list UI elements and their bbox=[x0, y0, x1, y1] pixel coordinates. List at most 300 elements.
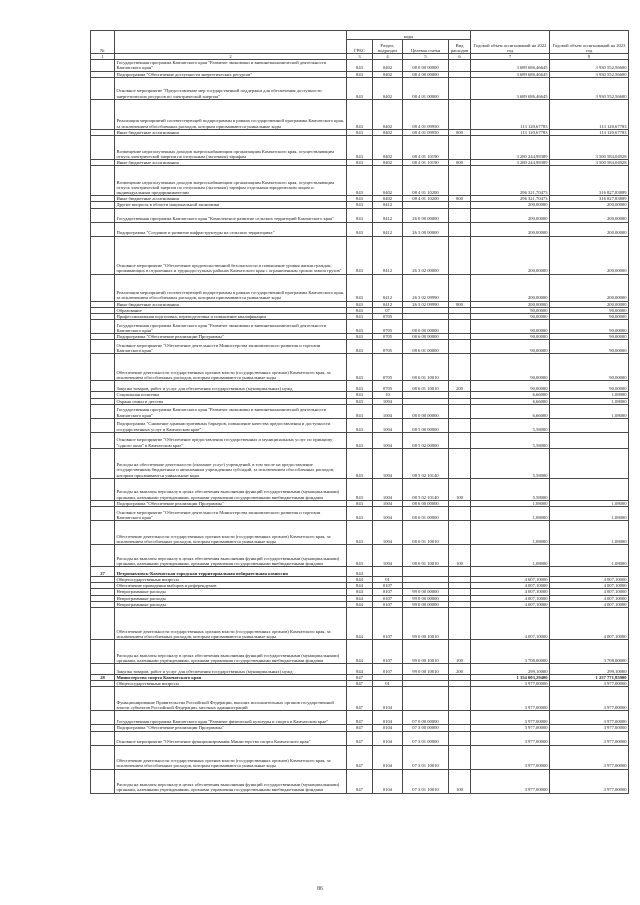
row-amount-2023: 200,00000 bbox=[550, 222, 629, 236]
table-row bbox=[91, 448, 629, 478]
row-expense-kind bbox=[449, 521, 471, 545]
row-section: 0402 bbox=[373, 129, 403, 135]
row-number bbox=[91, 354, 115, 381]
row-grbs: 843 bbox=[347, 320, 373, 334]
row-amount-2022: 296 321,70473 bbox=[471, 196, 550, 202]
row-name: Иные бюджетные ассигнования bbox=[115, 301, 347, 307]
row-target-article: 99 0 00 00000 bbox=[403, 601, 449, 607]
row-grbs: 847 bbox=[347, 681, 373, 687]
row-amount-2022: 6,66000 bbox=[471, 392, 550, 398]
row-amount-2023: 3 977,00000 bbox=[550, 769, 629, 793]
row-target-article: 08 0 00 00000 bbox=[403, 60, 449, 71]
row-section: 0402 bbox=[373, 196, 403, 202]
row-number bbox=[91, 507, 115, 521]
row-amount-2023: 1,08000 bbox=[550, 521, 629, 545]
row-amount-2022: 4 007,10000 bbox=[471, 601, 550, 607]
row-amount-2023: 200,00000 bbox=[550, 202, 629, 208]
table-row bbox=[91, 687, 629, 711]
row-section: 0412 bbox=[373, 274, 403, 301]
row-target-article: 08 4 00 00000 bbox=[403, 71, 449, 77]
row-grbs: 844 bbox=[347, 589, 373, 595]
row-amount-2022: 90,00000 bbox=[471, 381, 550, 392]
row-amount-2023: 3 930 552,56600 bbox=[550, 60, 629, 71]
row-name: Государственная программа Камчатского края "Комплексное развитие сельских территорий Камчатского края" bbox=[115, 208, 347, 222]
row-number bbox=[91, 99, 115, 129]
row-section: 0412 bbox=[373, 301, 403, 307]
row-section: 0402 bbox=[373, 71, 403, 77]
row-amount-2023: 200,00000 bbox=[550, 274, 629, 301]
row-name: Социальная политика bbox=[115, 392, 347, 398]
table-row bbox=[91, 731, 629, 745]
col-index: 5 bbox=[403, 54, 449, 60]
table-row bbox=[91, 136, 629, 160]
row-section: 01 bbox=[373, 681, 403, 687]
row-name: Расходы на выплаты персоналу в целях обеспечения выполнения функций государственными (муниципальными) органами, казенными учреждениями, органами управления государственными внебюджетными фондами bbox=[115, 478, 347, 500]
row-target-article: 08 6 00 00000 bbox=[403, 500, 449, 506]
table-body bbox=[91, 60, 629, 793]
row-grbs: 843 bbox=[347, 307, 373, 313]
row-name: Обеспечение деятельности государственных органов власти (государственных органов) Камчатского края, за исключением обособленных расходов, которым присваиваются уникальные коды bbox=[115, 608, 347, 640]
row-number bbox=[91, 731, 115, 745]
row-number bbox=[91, 711, 115, 725]
row-amount-2022: 3 689 686,46645 bbox=[471, 60, 550, 71]
row-amount-2023: 3 977,00000 bbox=[550, 731, 629, 745]
row-target-article: 08 4 01 10200 bbox=[403, 166, 449, 196]
row-name: Подпрограмма "Обеспечение реализации Программы" bbox=[115, 334, 347, 340]
row-name: Образование bbox=[115, 307, 347, 313]
row-section: 0402 bbox=[373, 99, 403, 129]
row-grbs: 847 bbox=[347, 745, 373, 769]
table-row bbox=[91, 478, 629, 500]
row-name: Подпрограмма "Обеспечение доступности энергетических ресурсов" bbox=[115, 71, 347, 77]
row-amount-2023: 1,08000 bbox=[550, 404, 629, 418]
table-row bbox=[91, 60, 629, 71]
row-grbs: 843 bbox=[347, 404, 373, 418]
row-expense-kind: 800 bbox=[449, 301, 471, 307]
row-section: 0412 bbox=[373, 208, 403, 222]
row-amount-2023: 3 930 552,56600 bbox=[550, 71, 629, 77]
col-index: 6 bbox=[449, 54, 471, 60]
row-name: Иные бюджетные ассигнования bbox=[115, 160, 347, 166]
row-grbs: 843 bbox=[347, 160, 373, 166]
row-number bbox=[91, 687, 115, 711]
row-section: 0104 bbox=[373, 745, 403, 769]
row-number bbox=[91, 320, 115, 334]
col-index: 3 bbox=[347, 54, 373, 60]
row-amount-2023: 316 827,83889 bbox=[550, 196, 629, 202]
table-row bbox=[91, 208, 629, 222]
row-amount-2022: 5,58000 bbox=[471, 478, 550, 500]
row-target-article: 08 5 02 00000 bbox=[403, 432, 449, 448]
row-expense-kind bbox=[449, 418, 471, 432]
row-section: 0402 bbox=[373, 60, 403, 71]
row-amount-2022: 4 007,10000 bbox=[471, 583, 550, 589]
row-amount-2022: 200,00000 bbox=[471, 208, 550, 222]
row-number bbox=[91, 545, 115, 567]
row-grbs: 843 bbox=[347, 521, 373, 545]
table-row bbox=[91, 354, 629, 381]
row-number bbox=[91, 222, 115, 236]
header-codes-group: коды bbox=[347, 31, 471, 40]
row-expense-kind bbox=[449, 608, 471, 640]
row-section: 0402 bbox=[373, 166, 403, 196]
table-row bbox=[91, 608, 629, 640]
col-index: 8 bbox=[550, 54, 629, 60]
row-number bbox=[91, 208, 115, 222]
header-target: Целевая статья bbox=[403, 40, 449, 54]
row-target-article: 26 3 02 00000 bbox=[403, 236, 449, 274]
row-name: Основное мероприятие "Обеспечение функционирования Министерства спорта Камчатского края" bbox=[115, 731, 347, 745]
row-amount-2022: 6,66000 bbox=[471, 398, 550, 404]
row-amount-2023: 90,00000 bbox=[550, 354, 629, 381]
row-grbs: 843 bbox=[347, 340, 373, 354]
row-amount-2022: 3 280 244,98389 bbox=[471, 136, 550, 160]
row-name: Реализация мероприятий соответствующей подпрограммы в рамках государственной программы Камчатского края, за исключением обособленных расходов, которым присваиваются уникальные коды bbox=[115, 274, 347, 301]
row-name: Профессиональная подготовка, переподготовка и повышение квалификации bbox=[115, 314, 347, 320]
row-name: Подпрограмма "Создание и развитие инфраструктуры на сельских территориях" bbox=[115, 222, 347, 236]
row-target-article: 08 5 02 10140 bbox=[403, 448, 449, 478]
table-row bbox=[91, 99, 629, 129]
row-section: 1004 bbox=[373, 507, 403, 521]
row-grbs: 843 bbox=[347, 432, 373, 448]
row-amount-2022: 200,00000 bbox=[471, 274, 550, 301]
row-name: Закупка товаров, работ и услуг для обеспечения государственных (муниципальных) нужд bbox=[115, 664, 347, 675]
row-target-article bbox=[403, 687, 449, 711]
row-section: 1004 bbox=[373, 418, 403, 432]
row-amount-2022: 1,08000 bbox=[471, 545, 550, 567]
row-section: 0107 bbox=[373, 664, 403, 675]
row-target-article: 08 6 01 10010 bbox=[403, 381, 449, 392]
row-name: Охрана семьи и детства bbox=[115, 398, 347, 404]
row-name: Реализация мероприятий соответствующей подпрограммы в рамках государственной программы Камчатского края, за исключением обособленных расходов, которым присваиваются уникальные коды bbox=[115, 99, 347, 129]
table-header bbox=[91, 31, 629, 60]
row-target-article: 08 4 01 09950 bbox=[403, 129, 449, 135]
row-amount-2022: 6,66000 bbox=[471, 404, 550, 418]
row-grbs: 843 bbox=[347, 60, 373, 71]
header-section: Раздел, подраздел bbox=[373, 40, 403, 54]
table-row bbox=[91, 432, 629, 448]
row-name: Петропавловск-Камчатская городская территориальная избирательная комиссия bbox=[115, 567, 347, 577]
row-name: Иные бюджетные ассигнования bbox=[115, 196, 347, 202]
row-section: 0705 bbox=[373, 314, 403, 320]
table-row bbox=[91, 545, 629, 567]
row-amount-2022: 90,00000 bbox=[471, 334, 550, 340]
row-grbs: 843 bbox=[347, 166, 373, 196]
row-amount-2023: 3 500 584,04928 bbox=[550, 160, 629, 166]
row-grbs: 843 bbox=[347, 334, 373, 340]
row-number bbox=[91, 769, 115, 793]
row-section: 0412 bbox=[373, 222, 403, 236]
row-target-article: 99 0 00 00000 bbox=[403, 589, 449, 595]
row-expense-kind bbox=[449, 687, 471, 711]
row-section: 1004 bbox=[373, 448, 403, 478]
row-number bbox=[91, 77, 115, 99]
row-name: Расходы на выплаты персоналу в целях обеспечения выполнения функций государственными (муниципальными) органами, казенными учреждениями, органами управления государственными внебюджетными фондами bbox=[115, 545, 347, 567]
row-expense-kind bbox=[449, 354, 471, 381]
table-row bbox=[91, 567, 629, 577]
row-name: Обеспечение деятельности государственных органов власти (государственных органов) Камчатского края, за исключением обособленных расходов, которым присваиваются уникальные коды bbox=[115, 521, 347, 545]
row-grbs: 843 bbox=[347, 448, 373, 478]
row-amount-2022: 1,08000 bbox=[471, 521, 550, 545]
row-section: 0402 bbox=[373, 160, 403, 166]
row-amount-2022: 200,00000 bbox=[471, 236, 550, 274]
row-grbs: 843 bbox=[347, 77, 373, 99]
row-expense-kind bbox=[449, 236, 471, 274]
row-section: 0104 bbox=[373, 731, 403, 745]
row-expense-kind bbox=[449, 404, 471, 418]
row-grbs: 843 bbox=[347, 354, 373, 381]
page-number: 86 bbox=[317, 886, 323, 892]
table-row bbox=[91, 274, 629, 301]
row-expense-kind bbox=[449, 77, 471, 99]
row-grbs: 843 bbox=[347, 478, 373, 500]
row-grbs: 843 bbox=[347, 500, 373, 506]
row-grbs: 847 bbox=[347, 675, 373, 681]
row-amount-2023: 200,00000 bbox=[550, 236, 629, 274]
row-grbs: 844 bbox=[347, 608, 373, 640]
row-grbs: 843 bbox=[347, 129, 373, 135]
table-row bbox=[91, 77, 629, 99]
row-number bbox=[91, 448, 115, 478]
row-grbs: 843 bbox=[347, 196, 373, 202]
row-amount-2022: 200,00000 bbox=[471, 301, 550, 307]
table-row bbox=[91, 320, 629, 334]
row-amount-2023: 1,08000 bbox=[550, 507, 629, 521]
row-amount-2023: 200,00000 bbox=[550, 301, 629, 307]
row-target-article: 08 6 01 10010 bbox=[403, 521, 449, 545]
row-amount-2023: 1 257 771,85900 bbox=[550, 675, 629, 681]
row-expense-kind bbox=[449, 745, 471, 769]
row-amount-2023: 4 007,10000 bbox=[550, 601, 629, 607]
row-section: 10 bbox=[373, 392, 403, 398]
row-section: 0402 bbox=[373, 136, 403, 160]
row-section bbox=[373, 567, 403, 577]
table-row bbox=[91, 71, 629, 77]
row-grbs: 843 bbox=[347, 99, 373, 129]
row-target-article: 08 0 00 00000 bbox=[403, 320, 449, 334]
row-section: 0107 bbox=[373, 608, 403, 640]
row-name: Государственная программа Камчатского края "Развитие физической культуры и спорта в Камчатском крае" bbox=[115, 711, 347, 725]
row-grbs: 843 bbox=[347, 274, 373, 301]
row-name: Подпрограмма "Обеспечение реализации Программы" bbox=[115, 725, 347, 731]
row-name: Другие вопросы в области национальной экономики bbox=[115, 202, 347, 208]
row-grbs: 843 bbox=[347, 392, 373, 398]
row-amount-2022: 4 007,10000 bbox=[471, 577, 550, 583]
row-amount-2023: 3 977,00000 bbox=[550, 711, 629, 725]
row-section: 0705 bbox=[373, 334, 403, 340]
row-expense-kind bbox=[449, 222, 471, 236]
row-number bbox=[91, 274, 115, 301]
row-number bbox=[91, 640, 115, 664]
row-amount-2022: 1,08000 bbox=[471, 500, 550, 506]
row-expense-kind bbox=[449, 567, 471, 577]
row-target-article: 08 4 01 10190 bbox=[403, 160, 449, 166]
row-name: Расходы на выплаты персоналу в целях обеспечения выполнения функций государственными (муниципальными) органами, казенными учреждениями, органами управления государственными внебюджетными фондами bbox=[115, 640, 347, 664]
row-name: Государственная программа Камчатского края "Развитие экономики и внешнеэкономической деятельности Камчатского края" bbox=[115, 60, 347, 71]
row-grbs: 844 bbox=[347, 640, 373, 664]
row-section: 0705 bbox=[373, 354, 403, 381]
row-number bbox=[91, 745, 115, 769]
row-expense-kind bbox=[449, 99, 471, 129]
header-num: № bbox=[91, 31, 115, 54]
row-name: Основное мероприятие "Обеспечение продовольственной безопасности и повышение уровня жизни граждан, проживающих в отдаленных и труднодоступных районах Камчатского края с ограниченным сроком завоза грузов" bbox=[115, 236, 347, 274]
table-row bbox=[91, 745, 629, 769]
row-amount-2022: 5,58000 bbox=[471, 418, 550, 432]
row-expense-kind: 800 bbox=[449, 129, 471, 135]
row-amount-2022: 3 280 244,98389 bbox=[471, 160, 550, 166]
row-amount-2022: 5,58000 bbox=[471, 432, 550, 448]
row-section: 01 bbox=[373, 577, 403, 583]
row-name: Возмещение недополученных доходов энергоснабжающим организациям Камчатского края, осуществляющим отпуск электрической энергии по отпускным (льготным) тарифам bbox=[115, 136, 347, 160]
row-name: Возмещение недополученных доходов энергоснабжающим организациям Камчатского края, осуществляющим отпуск электрической энергии по отпускным (льготным) тарифам отдельным юридическим лицам и индивидуальным предпринимателям bbox=[115, 166, 347, 196]
row-grbs: 844 bbox=[347, 664, 373, 675]
row-amount-2023: 90,00000 bbox=[550, 307, 629, 313]
row-section: 0705 bbox=[373, 340, 403, 354]
row-amount-2023: 113 120,67783 bbox=[550, 99, 629, 129]
table-row bbox=[91, 577, 629, 583]
row-name: Закупка товаров, работ и услуг для обеспечения государственных (муниципальных) нужд bbox=[115, 381, 347, 392]
row-grbs: 843 bbox=[347, 71, 373, 77]
row-amount-2023 bbox=[550, 418, 629, 432]
budget-table bbox=[90, 30, 629, 794]
row-amount-2022: 3 977,00000 bbox=[471, 725, 550, 731]
row-expense-kind: 100 bbox=[449, 769, 471, 793]
row-number bbox=[91, 60, 115, 71]
row-grbs: 847 bbox=[347, 731, 373, 745]
row-section: 0104 bbox=[373, 725, 403, 731]
table-row bbox=[91, 521, 629, 545]
row-grbs: 847 bbox=[347, 711, 373, 725]
row-section: 0705 bbox=[373, 320, 403, 334]
row-amount-2023: 4 007,10000 bbox=[550, 589, 629, 595]
row-grbs: 847 bbox=[347, 687, 373, 711]
row-target-article: 08 6 00 00000 bbox=[403, 334, 449, 340]
row-section: 1004 bbox=[373, 398, 403, 404]
row-number bbox=[91, 664, 115, 675]
row-number bbox=[91, 478, 115, 500]
row-expense-kind bbox=[449, 136, 471, 160]
row-name: Подпрограмма "Снижение административных барьеров, повышение качества предоставления и доступности государственных услуг в Камчатском крае" bbox=[115, 418, 347, 432]
row-amount-2022: 113 120,67783 bbox=[471, 129, 550, 135]
row-name: Основное мероприятие "Предоставление мер государственной поддержки для обеспечения доступности энергетических ресурсов по электрической энергии" bbox=[115, 77, 347, 99]
row-amount-2022: 4 007,10000 bbox=[471, 589, 550, 595]
row-amount-2023: 3 977,00000 bbox=[550, 681, 629, 687]
row-section: 1004 bbox=[373, 432, 403, 448]
row-grbs: 847 bbox=[347, 725, 373, 731]
row-section: 0412 bbox=[373, 202, 403, 208]
row-expense-kind: 800 bbox=[449, 196, 471, 202]
row-number bbox=[91, 381, 115, 392]
row-target-article: 07 3 01 00000 bbox=[403, 731, 449, 745]
row-number bbox=[91, 166, 115, 196]
row-grbs: 843 bbox=[347, 208, 373, 222]
row-expense-kind bbox=[449, 432, 471, 448]
col-index: 4 bbox=[373, 54, 403, 60]
row-section: 0104 bbox=[373, 711, 403, 725]
row-target-article: 08 4 01 10190 bbox=[403, 136, 449, 160]
row-target-article: 08 6 01 00000 bbox=[403, 507, 449, 521]
row-amount-2022: 3 977,00000 bbox=[471, 711, 550, 725]
row-amount-2022: 90,00000 bbox=[471, 354, 550, 381]
table-row bbox=[91, 404, 629, 418]
row-grbs: 844 bbox=[347, 601, 373, 607]
row-amount-2023: 299,10000 bbox=[550, 664, 629, 675]
row-grbs: 847 bbox=[347, 769, 373, 793]
row-target-article: 99 0 00 10010 bbox=[403, 664, 449, 675]
row-section: 07 bbox=[373, 307, 403, 313]
row-expense-kind: 100 bbox=[449, 545, 471, 567]
row-expense-kind bbox=[449, 166, 471, 196]
col-index: 7 bbox=[471, 54, 550, 60]
row-amount-2023: 1,08000 bbox=[550, 392, 629, 398]
row-name: Расходы на обеспечение деятельности (оказание услуг) учреждений, в том числе на предоставление государственным бюджетным и автономным учреждениям субсидий, за исключением обособленных расходов, которым присваиваются уникальные коды bbox=[115, 448, 347, 478]
row-amount-2022: 299,10000 bbox=[471, 664, 550, 675]
row-section: 1004 bbox=[373, 404, 403, 418]
row-target-article: 08 4 01 00000 bbox=[403, 77, 449, 99]
row-grbs: 843 bbox=[347, 381, 373, 392]
table-row bbox=[91, 222, 629, 236]
row-section: 0104 bbox=[373, 687, 403, 711]
row-amount-2023 bbox=[550, 478, 629, 500]
row-number bbox=[91, 404, 115, 418]
row-grbs: 843 bbox=[347, 398, 373, 404]
row-name: Подпрограмма "Обеспечение реализации Программы" bbox=[115, 500, 347, 506]
table-row bbox=[91, 507, 629, 521]
row-number bbox=[91, 521, 115, 545]
row-section: 0107 bbox=[373, 601, 403, 607]
row-name: Основное мероприятие "Обеспечение деятельности Министерства экономического развития и торговли Камчатского края" bbox=[115, 340, 347, 354]
table-row bbox=[91, 236, 629, 274]
row-number: 27 bbox=[91, 567, 115, 577]
row-amount-2023: 3 977,00000 bbox=[550, 725, 629, 731]
row-target-article: 08 0 00 00000 bbox=[403, 404, 449, 418]
row-target-article: 07 3 01 10010 bbox=[403, 745, 449, 769]
row-name: Общегосударственные вопросы bbox=[115, 577, 347, 583]
row-grbs: 843 bbox=[347, 301, 373, 307]
row-amount-2022: 200,00000 bbox=[471, 222, 550, 236]
row-number bbox=[91, 608, 115, 640]
table-row bbox=[91, 769, 629, 793]
row-amount-2023: 200,00000 bbox=[550, 208, 629, 222]
row-target-article: 08 4 01 09950 bbox=[403, 99, 449, 129]
row-amount-2023: 90,00000 bbox=[550, 320, 629, 334]
row-amount-2023: 1,08000 bbox=[550, 500, 629, 506]
row-grbs: 843 bbox=[347, 236, 373, 274]
header-vol-2022: Годовой объем ассигнований на 2022 год bbox=[471, 31, 550, 54]
row-target-article: 26 0 00 00000 bbox=[403, 208, 449, 222]
row-amount-2022: 1 354 003,29400 bbox=[471, 675, 550, 681]
row-grbs: 843 bbox=[347, 507, 373, 521]
row-section: 0107 bbox=[373, 595, 403, 601]
row-amount-2023: 4 007,10000 bbox=[550, 595, 629, 601]
row-name: Непрограммные расходы bbox=[115, 601, 347, 607]
row-expense-kind bbox=[449, 731, 471, 745]
table-row bbox=[91, 166, 629, 196]
row-expense-kind bbox=[449, 507, 471, 521]
row-amount-2023: 3 930 552,56600 bbox=[550, 77, 629, 99]
table-row bbox=[91, 381, 629, 392]
row-amount-2022: 296 321,70473 bbox=[471, 166, 550, 196]
table-row bbox=[91, 675, 629, 681]
row-grbs: 844 bbox=[347, 595, 373, 601]
table-row bbox=[91, 301, 629, 307]
row-amount-2023: 4 007,10000 bbox=[550, 577, 629, 583]
row-amount-2022: 4 007,10000 bbox=[471, 608, 550, 640]
row-target-article: 99 0 00 10010 bbox=[403, 608, 449, 640]
row-section: 0107 bbox=[373, 589, 403, 595]
row-target-article: 07 3 01 10010 bbox=[403, 769, 449, 793]
row-grbs: 844 bbox=[347, 583, 373, 589]
